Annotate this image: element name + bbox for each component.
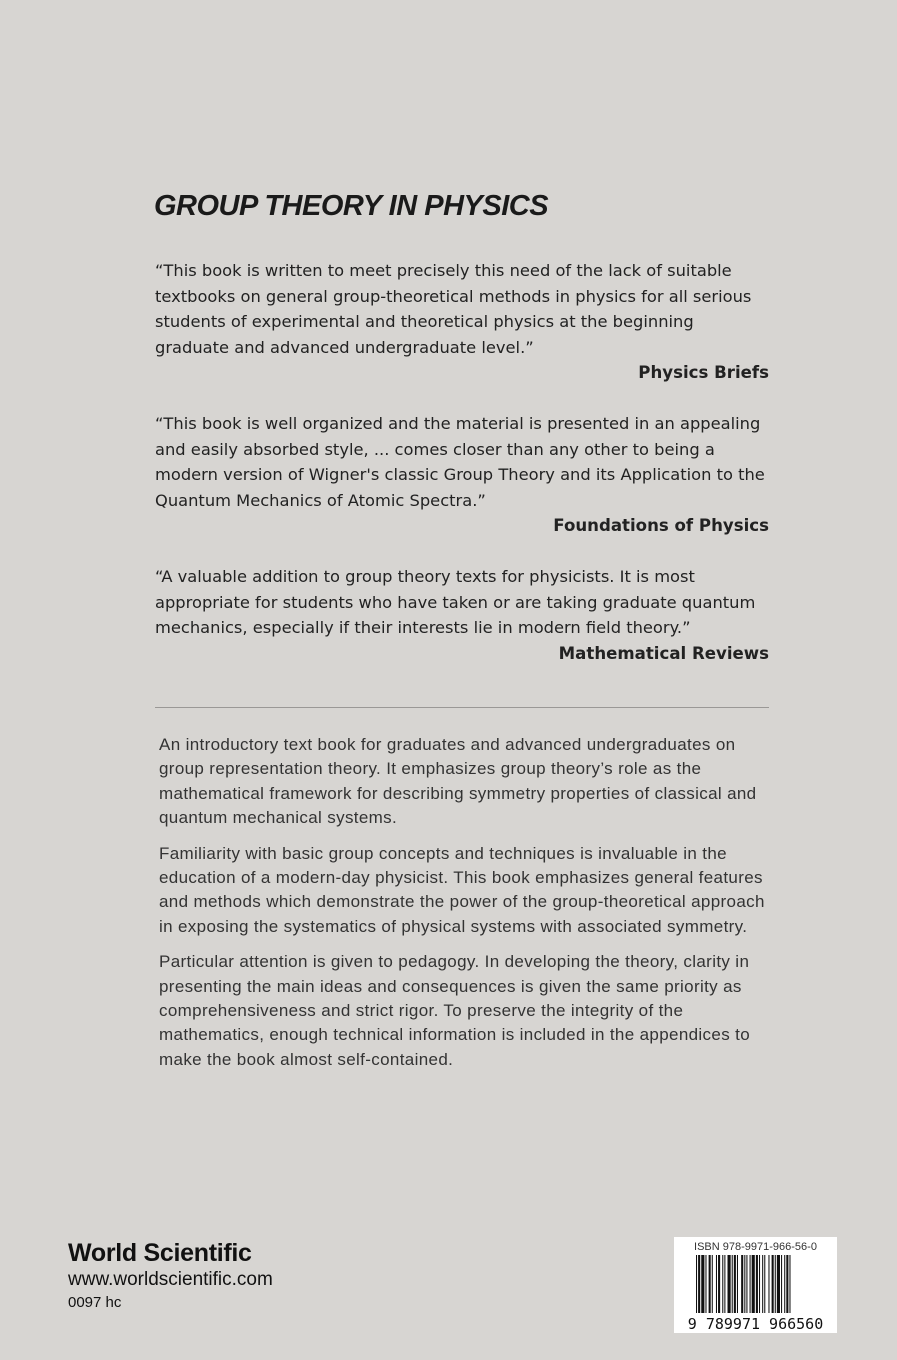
book-description [159,733,767,1083]
barcode-bar [759,1255,760,1313]
review-quote: “This book is well organized and the material is presented in an appealing and easily absorbed style, ... comes closer than any other to being a modern version of Wigner's classic Group Theory and its Application to the Quantum Mechanics of Atomic Spectra.” [155,413,765,510]
barcode-bar [768,1255,769,1313]
barcode-bar [772,1255,774,1313]
barcode-bar [716,1255,717,1313]
publisher-url[interactable]: www.worldscientific.com [68,1269,273,1290]
barcode-bar [746,1255,747,1313]
barcode-bar [789,1255,790,1313]
review-3 [155,564,769,666]
barcode-bar [718,1255,720,1313]
barcode-bar [737,1255,738,1313]
barcode-bar [696,1255,697,1313]
barcode-icon [674,1237,837,1333]
barcode-block [674,1237,837,1333]
review-source: Mathematical Reviews [558,643,769,663]
review-section [155,258,769,691]
review-quote: “A valuable addition to group theory texts for physicists. It is most appropriate for students who have taken or are taking graduate quantum mechanics, especially if their interests lie in modern field theory.” [155,566,756,638]
barcode-bar [750,1255,751,1313]
divider [155,707,769,708]
barcode-bar [744,1255,745,1313]
barcode-digits: 9 789971 966560 [687,1315,824,1333]
barcode-bar [724,1255,725,1313]
barcode-bar [781,1255,782,1313]
barcode-bar [712,1255,713,1313]
barcode-bar [728,1255,731,1313]
barcode-bar [722,1255,723,1313]
barcode-bar [709,1255,711,1313]
review-quote: “This book is written to meet precisely this need of the lack of suitable textbooks on general group-theoretical methods in physics for all serious students of experimental and theoretical physics at the beginning graduate and advanced undergraduate level.” [155,261,752,357]
barcode-bar [701,1255,704,1313]
barcode-bar [734,1255,736,1313]
publisher-name: World Scientific [68,1239,252,1267]
barcode-bar [756,1255,758,1313]
review-1 [155,258,769,386]
book-title: GROUP THEORY IN PHYSICS [154,190,549,222]
barcode-bar [764,1255,765,1313]
barcode-bar [752,1255,755,1313]
description-paragraph: Particular attention is given to pedagogy. In developing the theory, clarity in presenting the main ideas and consequences is given the same priority as comprehensiveness and strict rigor. To preserve the integrity of the mathematics, enough technical information is included in the appendices to make the book almost self-contained. [159,952,751,1069]
barcode-bar [741,1255,743,1313]
barcode-bar [732,1255,733,1313]
barcode-bar [777,1255,780,1313]
barcode-bar [784,1255,785,1313]
isbn-label: ISBN 978-9971-966-56-0 [694,1241,817,1253]
review-source: Foundations of Physics [553,516,769,536]
barcode-bar [698,1255,700,1313]
publisher-block [68,1238,273,1314]
barcode-bar [705,1255,706,1313]
description-paragraph: Familiarity with basic group concepts and techniques is invaluable in the education of a modern-day physicist. This book emphasizes general features and methods which demonstrate the power of the group-theoretical approach in exposing the systematics of physical systems with associated symmetry. [159,843,765,936]
description-paragraph: An introductory text book for graduates and advanced undergraduates on group representation theory. It emphasizes group theory’s role as the mathematical framework for describing symmetry properties of classical and quantum mechanical systems. [159,735,757,828]
review-source: Physics Briefs [638,363,769,383]
review-2 [155,411,769,539]
barcode-bar [775,1255,776,1313]
publisher-code: 0097 hc [68,1294,122,1311]
barcode-bar [786,1255,788,1313]
barcode-bar [762,1255,763,1313]
